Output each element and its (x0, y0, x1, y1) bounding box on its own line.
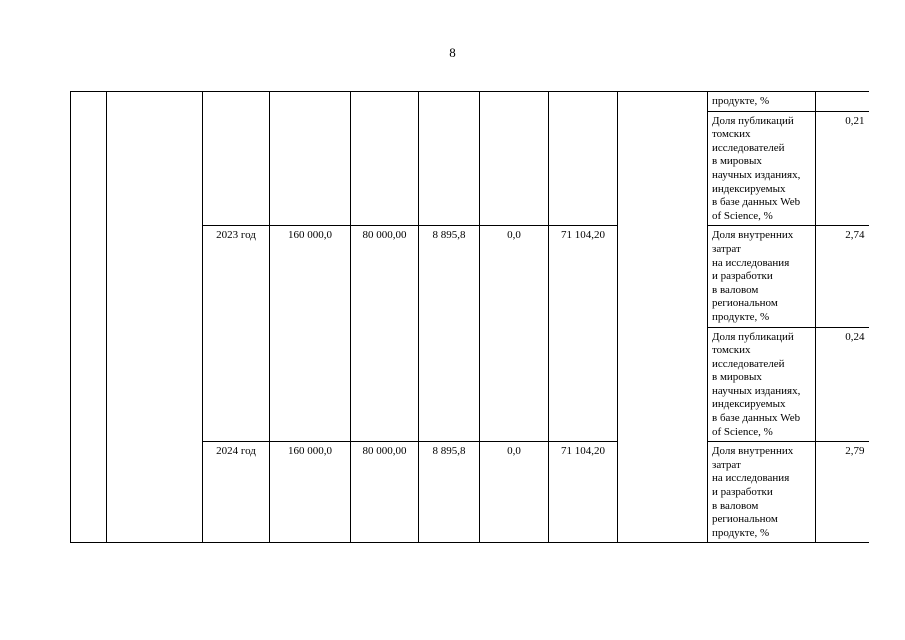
indicator-line: в валовом (712, 283, 759, 296)
indicator-line: в базе данных Web (712, 196, 801, 209)
indicator-value-cell: 0,21 (816, 111, 869, 226)
indicator-line: Доля внутренних (712, 445, 794, 458)
indicator-line: of Science, % (712, 425, 773, 438)
cell-col4: 0,0 (480, 226, 549, 442)
indicator-value-cell (816, 92, 869, 112)
indicator-line: продукте, % (712, 526, 770, 539)
indicator-value-cell: 0,24 (816, 327, 869, 442)
indicator-line: в мировых (712, 155, 762, 168)
indicator-line: на исследования (712, 472, 790, 485)
indicator-name-cell (708, 226, 816, 327)
cell-name (107, 92, 203, 543)
indicator-value-cell: 2,79 (816, 442, 869, 543)
indicator-name-cell (708, 442, 816, 543)
cell-col5: 71 104,20 (549, 442, 618, 543)
cell-total: 160 000,0 (270, 442, 351, 543)
cell-col5 (549, 92, 618, 226)
indicator-line: и разработки (712, 270, 773, 283)
indicator-line: научных изданиях, (712, 168, 801, 181)
cell-total: 160 000,0 (270, 226, 351, 442)
indicator-line: на исследования (712, 256, 790, 269)
indicator-line: затрат (712, 242, 741, 255)
cell-col3: 8 895,8 (419, 226, 480, 442)
cell-year: 2024 год (203, 442, 270, 543)
indicator-line: исследователей (712, 141, 785, 154)
indicator-line: томских (712, 128, 751, 141)
cell-col2: 80 000,00 (351, 442, 419, 543)
indicator-line: и разработки (712, 486, 773, 499)
indicator-line: продукте, % (712, 95, 770, 107)
budget-indicators-table (70, 91, 869, 543)
cell-col4: 0,0 (480, 442, 549, 543)
indicator-value-cell: 2,74 (816, 226, 869, 327)
cell-number (71, 92, 107, 543)
cell-col3 (419, 92, 480, 226)
indicator-line: Доля внутренних (712, 229, 794, 242)
indicator-line: в мировых (712, 371, 762, 384)
cell-year (203, 92, 270, 226)
indicator-line: затрат (712, 458, 741, 471)
cell-executor (618, 92, 708, 543)
cell-total (270, 92, 351, 226)
indicator-line: региональном (712, 513, 778, 526)
cell-col3: 8 895,8 (419, 442, 480, 543)
indicator-line: продукте, % (712, 310, 770, 323)
indicator-line: в базе данных Web (712, 412, 801, 425)
indicator-line: в валовом (712, 499, 759, 512)
indicator-name-cell (708, 111, 816, 226)
cell-col2: 80 000,00 (351, 226, 419, 442)
indicator-line: of Science, % (712, 209, 773, 222)
indicator-line: индексируемых (712, 398, 786, 411)
indicator-line: региональном (712, 297, 778, 310)
indicator-line: индексируемых (712, 182, 786, 195)
indicator-line: исследователей (712, 357, 785, 370)
indicator-line: Доля публикаций (712, 330, 794, 343)
indicator-name-cell (708, 327, 816, 442)
cell-col5: 71 104,20 (549, 226, 618, 442)
indicator-line: томских (712, 344, 751, 357)
table-row-continuation-a (71, 92, 869, 112)
indicator-name-cell (708, 92, 816, 112)
indicator-line: Доля публикаций (712, 114, 794, 127)
cell-col2 (351, 92, 419, 226)
cell-col4 (480, 92, 549, 226)
page-number: 8 (449, 45, 456, 60)
indicator-line: научных изданиях, (712, 384, 801, 397)
cell-year: 2023 год (203, 226, 270, 442)
